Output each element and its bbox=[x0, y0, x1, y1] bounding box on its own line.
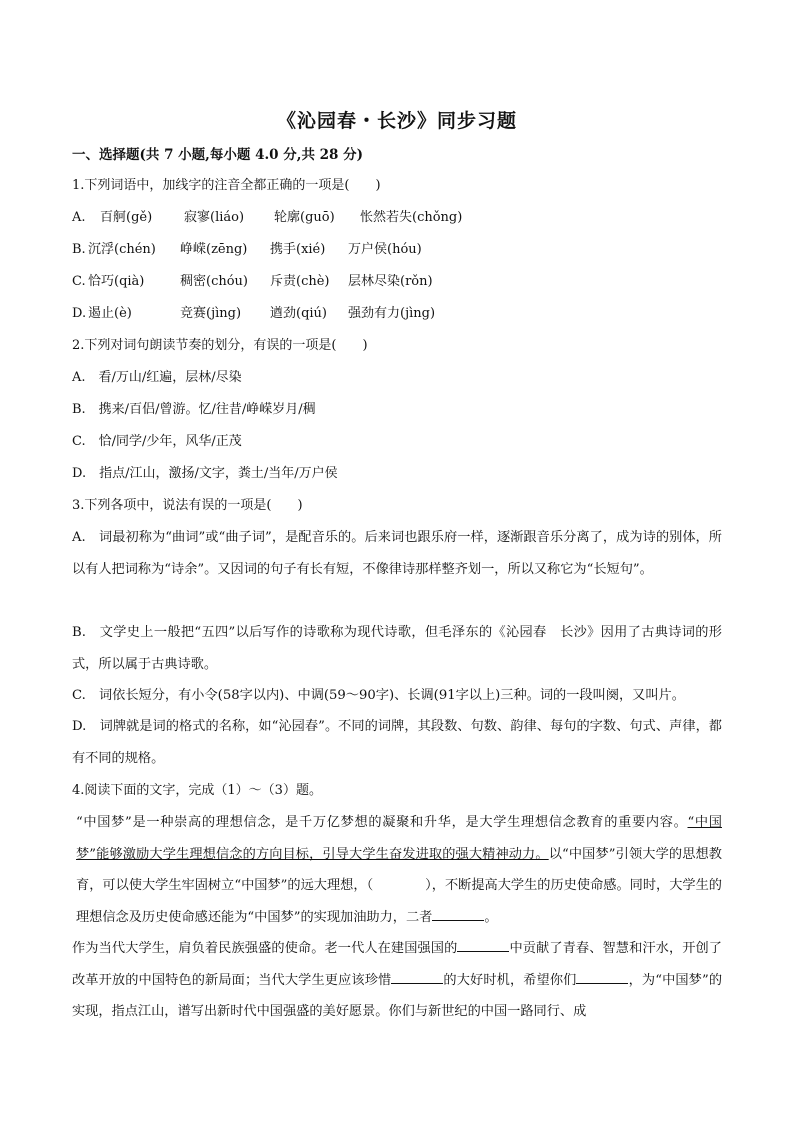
q2-option-a: A. 看/万山/红遍，层林/尽染 bbox=[72, 370, 242, 385]
passage-text: 作为当代大学生，肩负着民族强盛的使命。老一代人在建国强国的 bbox=[72, 941, 458, 956]
option-word: 竞赛(jìng) bbox=[180, 306, 242, 321]
q3-option-c: C. 词依长短分，有小令(58字以内)、中调(59～90字)、长调(91字以上)三种。词的一段叫阕，又叫片。 bbox=[72, 688, 685, 703]
option-word: 层林尽染(rǒn) bbox=[348, 274, 433, 289]
option-word: 携手(xié) bbox=[270, 242, 326, 257]
passage-text: ，为“中国梦”的实现，指点江山，谱写出新时代中国强盛的美好愿景。你们与新世纪的中国一路同行、成 bbox=[72, 972, 723, 1019]
option-word: 百舸(gě) bbox=[100, 210, 153, 225]
q1-option-b bbox=[72, 241, 422, 259]
q3-option-a: A. 词最初称为“曲词”或“曲子词”，是配音乐的。后来词也跟乐府一样，逐渐跟音乐分离了，成为诗的别体，所以有人把词称为“诗余”。又因词的句子有长有短，不像律诗那样整齐划一，所以又称它为“长短句”。 bbox=[72, 530, 722, 577]
q1-option-a bbox=[72, 209, 462, 227]
passage-text: 。 bbox=[484, 909, 498, 925]
option-word: 沉浮(chén) bbox=[88, 242, 156, 257]
q2-option-c: C. 恰/同学/少年，风华/正茂 bbox=[72, 434, 242, 449]
option-word: 斥责(chè) bbox=[270, 274, 330, 289]
option-letter: B. bbox=[72, 242, 86, 257]
option-word: 万户侯(hóu) bbox=[348, 242, 422, 257]
passage-text: 以“中国梦”引领大学的思想教育，可以使大学生牢固树立“中国梦”的远大理想，（ bbox=[76, 846, 722, 893]
q4-stem: 4.阅读下面的文字，完成（1）～（3）题。 bbox=[72, 783, 322, 798]
q4-passage-2 bbox=[72, 933, 722, 1028]
fill-blank[interactable] bbox=[457, 939, 509, 952]
option-letter: D. bbox=[72, 306, 87, 321]
option-word: 寂寥(liáo) bbox=[184, 210, 245, 225]
passage-text: 中贡献了青春、智慧和汗水，开创了改革开放的中国特色的新局面；当代大学生更应该珍惜 bbox=[72, 941, 722, 988]
q1-option-c bbox=[72, 273, 433, 291]
passage-text: 的大好时机，希望你们 bbox=[443, 972, 577, 988]
fill-blank[interactable] bbox=[391, 971, 443, 984]
q1-stem: 1.下列词语中，加线字的注音全都正确的一项是( ) bbox=[72, 178, 381, 193]
q2-option-d: D. 指点/江山，激扬/文字，粪土/当年/万户侯 bbox=[72, 466, 338, 481]
page-title: 《沁园春・长沙》同步习题 bbox=[276, 110, 517, 132]
option-letter: C. bbox=[72, 274, 86, 289]
option-word: 遏止(è) bbox=[88, 306, 132, 321]
option-word: 遒劲(qiú) bbox=[270, 306, 327, 321]
q2-stem: 2.下列对词句朗读节奏的划分，有误的一项是( ) bbox=[72, 338, 368, 353]
q4-passage-1 bbox=[76, 807, 722, 933]
passage-text: “中国梦”是一种崇高的理想信念，是千万亿梦想的凝聚和升华，是大学生理想信念教育的重要内容。 bbox=[76, 815, 688, 830]
underlined-sentence: “中国梦”能够激励大学生理想信念的方向目标，引导大学生奋发进取的强大精神动力。 bbox=[76, 815, 722, 862]
fill-blank[interactable] bbox=[576, 971, 628, 984]
fill-blank[interactable] bbox=[432, 908, 484, 921]
option-word: 轮廓(guō) bbox=[274, 210, 335, 225]
q3-stem: 3.下列各项中，说法有误的一项是( ) bbox=[72, 498, 303, 513]
option-word: 强劲有力(jìng) bbox=[348, 306, 436, 321]
option-letter: A. bbox=[72, 210, 86, 225]
q1-option-d bbox=[72, 305, 435, 323]
option-word: 怅然若失(chǒng) bbox=[360, 210, 463, 225]
q3-option-b: B. 文学史上一般把“五四”以后写作的诗歌称为现代诗歌，但毛泽东的《沁园春 长沙》因用了古典诗词的形式，所以属于古典诗歌。 bbox=[72, 625, 722, 672]
q3-option-d: D. 词牌就是词的格式的名称，如“沁园春”。不同的词牌，其段数、句数、韵律、每句的字数、句式、声律，都有不同的规格。 bbox=[72, 719, 722, 766]
option-word: 峥嵘(zēng) bbox=[180, 242, 248, 257]
option-word: 恰巧(qià) bbox=[88, 274, 145, 289]
passage-text: ），不断提高大学生的历史使命感。同时，大学生的理想信念及历史使命感还能为“中国梦”的实现加油助力，二者 bbox=[76, 878, 722, 925]
q2-option-b: B. 携来/百侣/曾游。忆/往昔/峥嵘岁月/稠 bbox=[72, 402, 316, 417]
section-heading: 一、选择题(共 7 小题,每小题 4.0 分,共 28 分) bbox=[72, 147, 364, 163]
option-word: 稠密(chóu) bbox=[180, 274, 248, 289]
